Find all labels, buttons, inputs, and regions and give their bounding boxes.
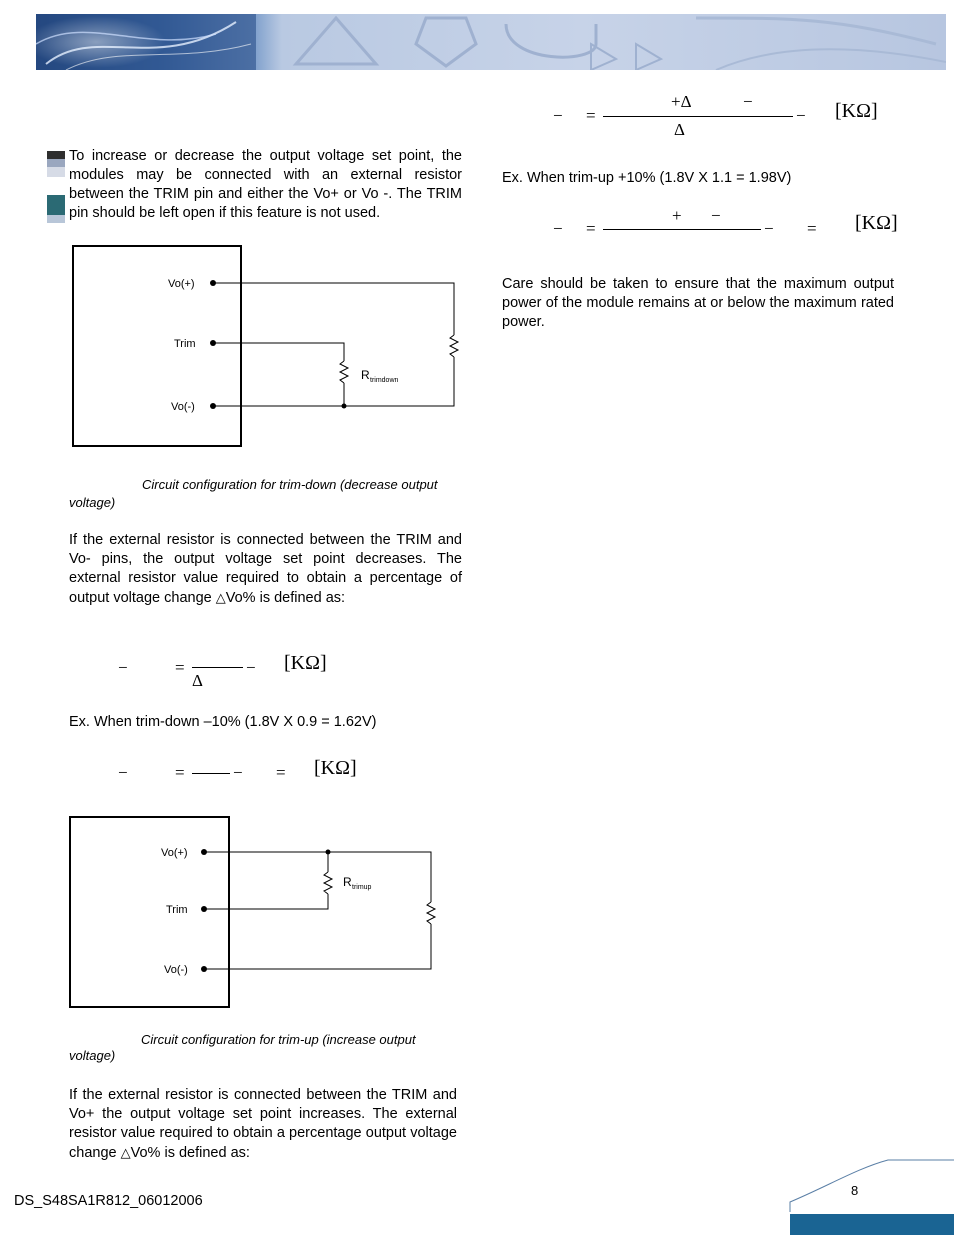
fig2-label-r: R [343, 875, 352, 889]
trim-down-paragraph-body: If the external resistor is connected between the TRIM and Vo- pins, the output voltage set point decreases. The external resistor value required to obtain a percentage of output voltage change [69, 532, 462, 606]
fig2-trim-resistor [324, 872, 332, 894]
trim-down-paragraph-tail: Vo% is defined as: [225, 590, 346, 606]
trim-up-paragraph-body: If the external resistor is connected between the TRIM and Vo+ the output voltage set point increases. The external resistor value required to obtain a percentage output voltage change [69, 1087, 457, 1161]
caption-trim-up-line1: Circuit configuration for trim-up (increase output [141, 1032, 416, 1047]
fig2-label-r-sub: trimup [352, 884, 372, 891]
caption-trim-up-line2: voltage) [69, 1048, 116, 1063]
fig1-trim-resistor [340, 361, 348, 383]
trim-up-circuit-diagram [68, 815, 438, 1011]
trim-up-paragraph-tail: Vo% is defined as: [130, 1145, 250, 1161]
trim-down-paragraph [69, 531, 462, 608]
banner-artwork [36, 14, 946, 70]
trim-up-paragraph [69, 1086, 457, 1163]
equation-trim-up-example: − = + − − = [KΩ] [553, 206, 898, 238]
fig1-label-trim: Trim [174, 338, 196, 350]
equation-trim-down-example: − = − = [KΩ] [118, 757, 357, 782]
header-banner [36, 14, 946, 70]
fig1-load-resistor [450, 335, 458, 357]
example-trim-up: Ex. When trim-up +10% (1.8V X 1.1 = 1.98V) [502, 170, 792, 186]
fig1-label-vo-plus: Vo(+) [168, 278, 195, 290]
care-paragraph: Care should be taken to ensure that the maximum output power of the module remains at or below the maximum rated power. [502, 276, 894, 330]
fig1-label-r: R [361, 368, 370, 382]
delta-triangle-icon: △ [120, 1145, 131, 1160]
example-trim-down: Ex. When trim-down –10% (1.8V X 0.9 = 1.62V) [69, 714, 377, 730]
fig2-label-vo-minus: Vo(-) [164, 964, 188, 976]
caption-trim-down-line2: voltage) [69, 495, 116, 510]
bullet-icon [47, 151, 65, 223]
equation-trim-down: − = Δ − [KΩ] [118, 652, 327, 690]
page-number: 8 [851, 1183, 859, 1198]
trim-down-circuit-diagram [70, 243, 462, 453]
fig1-label-r-sub: trimdown [370, 377, 399, 384]
fig2-label-trim: Trim [166, 904, 188, 916]
delta-triangle-icon: △ [215, 590, 226, 605]
equation-trim-up: − = +Δ − Δ − [KΩ] [553, 92, 878, 139]
footer-bar [790, 1214, 954, 1235]
fig2-label-vo-plus: Vo(+) [161, 847, 188, 859]
fig1-label-vo-minus: Vo(-) [171, 401, 195, 413]
caption-trim-down-line1: Circuit configuration for trim-down (decrease output [142, 477, 438, 492]
document-id: DS_S48SA1R812_06012006 [14, 1193, 203, 1209]
fig2-load-resistor [427, 902, 435, 924]
footer-decoration [788, 1158, 954, 1235]
intro-paragraph: To increase or decrease the output voltage set point, the modules may be connected with an external resistor between the TRIM pin and either the Vo+ or Vo -. The TRIM pin should be left open if this feature is not used. [69, 148, 462, 221]
